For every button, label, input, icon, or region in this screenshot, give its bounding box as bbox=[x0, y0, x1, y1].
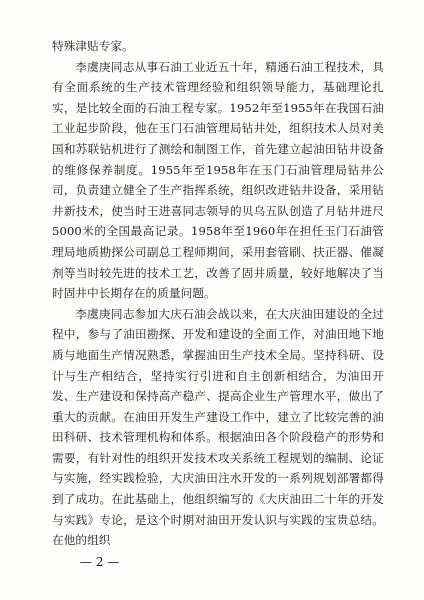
page-number-text: — 2 — bbox=[80, 555, 120, 569]
paragraph-career-yumen: 李虞庚同志从事石油工业近五十年，精通石油工程技术，具有全面系统的生产技术管理经验和组织领导能力，基础理论扎实，是比较全面的石油工程专家。1952年至1955年在我国石油工业起步阶段，他在玉门石油管理局钻井处，组织技术人员对美国和苏联钻机进行了测绘和制图工作，首先建立起油田钻井设备的维修保养制度。1955年至1958年在玉门石油管理局钻井公司，负责建立健全了生产指挥系统，组织改进钻井设备，采用钻井新技术，使当时王进喜同志领导的贝乌五队创造了月钻井进尺5000米的全国最高记录。1958年至1960年在担任玉门石油管理局地质勘探公司副总工程师期间，采用套管刷、扶正器、催凝剂等当时较先进的技术工艺，改善了固井质量，较好地解决了当时固井中长期存在的质量问题。 bbox=[52, 59, 384, 301]
paragraph-continuation: 特殊津贴专家。 bbox=[52, 39, 134, 53]
document-body bbox=[52, 36, 384, 551]
paragraph-career-daqing: 李虞庚同志参加大庆石油会战以来，在大庆油田建设的全过程中，参与了油田勘探、开发和建设的全面工作，对油田地下地质与地面生产情况熟悉，掌握油田生产技术全局。坚持科研、设计与生产相结合，坚持实行引进和自主创新相结合，为油田开发、生产建设和保持高产稳产、提高企业生产管理水平，做出了重大的贡献。在油田开发生产建设工作中，建立了比较完善的油田科研、技术管理机构和体系。根据油田各个阶段稳产的形势和需要，有针对性的组织开发技术攻关系统工程规划的编制、论证与实施，经实践检验，大庆油田注水开发的一系列规划部署都得到了成功。在此基础上，他组织编写的《大庆油田二十年的开发与实践》专论，是这个时期对油田开发认识与实践的宝贵总结。在他的组织 bbox=[52, 306, 384, 548]
